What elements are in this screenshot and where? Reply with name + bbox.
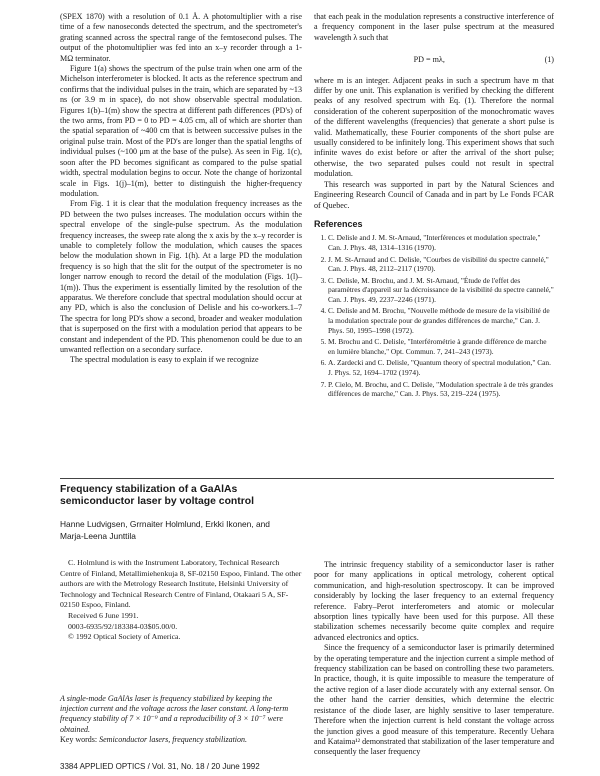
paragraph: that each peak in the modulation represents a constructive interference of a frequency component in the laser pulse spectrum at the measured wavelength λ such that [314,12,554,42]
reference-item: 3. C. Delisle, M. Brochu, and J. M. St-Arnaud, "Étude de l'effet des paramètres d'appareil sur la décroissance de la visibilité du spectre cannelé," Can. J. Phys. 49, 2237–2246 (1971). [328,276,554,305]
references-heading: References [314,218,363,229]
reference-item: 5. M. Brochu and C. Delisle, "Interférométrie à grande différence de marche en lumière blanche," Opt. Commun. 7, 241–243 (1973). [328,337,554,356]
affiliation: C. Holmlund is with the Instrument Laboratory, Technical Research Centre of Finland, Metallimiehenkuja 8, SF-02150 Espoo, Finland. The other authors are with the Metrology Research Institute, Helsinki University of Technology and Technical Research Centre of Finland, Otakaari 5 A, SF-02150 Espoo, Finland. [60,558,302,610]
reference-item: 2. J. M. St-Arnaud and C. Delisle, "Courbes de visibilité du spectre cannelé," Can. J. Phys. 48, 2112–2117 (1970). [328,255,554,274]
copyright: © 1992 Optical Society of America. [68,632,181,642]
affiliation-block [60,558,302,643]
paragraph: (SPEX 1870) with a resolution of 0.1 Å. A photomultiplier with a rise time of a few nanoseconds detected the spectrum, and the spectrometer's grating scanned across the spectral range of the femtosecond pulses. The output of the photomultiplier was fed into an x–y recorder through a 1-MΩ terminator. [60,12,302,63]
left-column-top [60,12,302,366]
received-date: Received 6 June 1991. [68,610,139,620]
article-code: 0003-6935/92/183384-03$05.00/0. [68,621,178,631]
right-column-top [314,12,554,401]
paragraph: The intrinsic frequency stability of a semiconductor laser is rather poor for many applications in optical metrology, coherent optical communication, and high-resolution spectroscopy. It can be improved considerably by locking the laser frequency to an external frequency reference. Fabry–Perot interferometers and atomic or molecular absorption lines typically have been used for this purpose. All these stabilization schemes necessarily become quite complex and require advanced electronics and optics. [314,560,554,642]
keywords-label: Key words: [60,734,98,744]
paragraph: Figure 1(a) shows the spectrum of the pulse train when one arm of the Michelson interferometer is blocked. It acts as the reference spectrum and confirms that the individual pulses in the train, which are separated by ~13 ns (or 3.9 m in space), do not show observable spectral modulation. Figures 1(b)–1(m) show the spectra at different path differences (PD's) of the two arms, from PD = 0 to PD = 4.05 cm, all of which are shorter than the spatial separation of ~400 cm that is between successive pulses in the original pulse train. Most of the PD's are longer than the spatial lengths of individual pulses (~100 μm at the base of the pulse). As seen in Fig. 1(c), soon after the PD becomes significant as compared to the pulse spatial width, spectral modulation begins to occur. Note the change of horizontal scale in Figs. 1(j)–1(m), better to distinguish the higher-frequency modulation. [60,64,302,198]
acknowledgment: This research was supported in part by the Natural Sciences and Engineering Research Council of Canada and in part by Le Fonds FCAR of Quebec. [314,179,554,210]
keywords: Semiconductor lasers, frequency stabilization. [99,734,248,744]
article-title: Frequency stabilization of a GaAlAs semiconductor laser by voltage control [60,484,255,508]
authors-line: Marja-Leena Junttila [60,531,136,541]
paragraph: From Fig. 1 it is clear that the modulation frequency increases as the PD between the two pulses increases. The modulation occurs within the spectral envelope of the single-pulse spectrum. As the modulation frequency increases, the sweep rate along the x axis by the x–y recorder is unable to completely follow the modulation, which causes the spaces below the modulation shown in Fig. 1(h). At a large PD the modulation frequency is so high that the slit for the output of the spectrometer is no longer narrow enough to record the detail of the modulation (Figs. 1(l)–1(m)). Thus the experiment is essentially limited by the resolution of the apparatus. We therefore conclude that spectral modulation should occur at any PD, which is also the conclusion of Delisle and his co-workers.1–7 The spectra for long PD's show a second, broader and weaker modulation that is superposed on the first with a modulation period that appears to be constant and independent of the PD. This phenomenon could be due to an unwanted reflection on a secondary surface. [60,199,302,354]
right-column-bottom [314,560,554,758]
reference-item: 4. C. Delisle and M. Brochu, "Nouvelle méthode de mesure de la visibilité de la modulation spectrale pour de grandes différences de marche," Can. J. Phys. 50, 1995–1998 (1972). [328,306,554,335]
reference-item: 1. C. Delisle and J. M. St-Arnaud, "Interférences et modulation spectrale," Can. J. Phys. 48, 1314–1316 (1970). [328,233,554,252]
abstract-block [60,694,302,745]
page-footer: 3384 APPLIED OPTICS / Vol. 31, No. 18 / 20 June 1992 [60,762,260,771]
author-list [60,518,300,542]
references-list [314,233,554,399]
authors-line: Hanne Ludvigsen, Grrnaiter Holmlund, Erkki Ikonen, and [60,519,270,529]
reference-item: 7. P. Cielo, M. Brochu, and C. Delisle, "Modulation spectrale à de très grandes différences de marche," Can. J. Phys. 53, 219–224 (1975). [328,380,554,399]
paragraph: where m is an integer. Adjacent peaks in such a spectrum have m that differ by one unit. This explanation is verified by checking the different peaks of any resolved spectrum with Eq. (1). Therefore the normal consideration of the coherent superposition of the monochromatic waves of the different wavelengths (frequencies) that generate a short pulse is valid. Mathematically, these Fourier components of the short pulse are usually considered to be infinitely long. This experiment shows that such infinite waves do exist before or after the arrival of the short pulse; otherwise, the two separated pulses could not result in spectral modulation. [314,75,554,179]
paragraph: The spectral modulation is easy to explain if we recognize [70,355,259,365]
section-divider [60,478,554,479]
equation-text: PD = mλ, [413,55,445,65]
reference-item: 6. A. Zardecki and C. Delisle, "Quantum theory of spectral modulation," Can. J. Phys. 52, 1694–1702 (1974). [328,358,554,377]
equation-number: (1) [544,55,554,65]
abstract: A single-mode GaAlAs laser is frequency stabilized by keeping the injection current and the voltage across the laser constant. A long-term frequency stability of 7 × 10⁻⁹ and a reproducibility of 3 × 10⁻⁷ were obtained. [60,694,289,734]
equation-1 [314,55,554,65]
paragraph: Since the frequency of a semiconductor laser is primarily determined by the operating temperature and the injection current a simple method of frequency stabilization can be based on controlling these two parameters. In practice, though, it is quite impossible to measure the temperature of the active region of a laser diode accurately with any external sensor. On the other hand the carrier densities, which determine the electric resistance of the diode laser, are highly sensitive to laser temperature. Therefore when the injection current is held constant the voltage across the junction gives a good measure of this temperature. Recently Uehara and Kataima¹² demonstrated that stabilization of the laser temperature and consequently the laser frequency [314,643,554,757]
